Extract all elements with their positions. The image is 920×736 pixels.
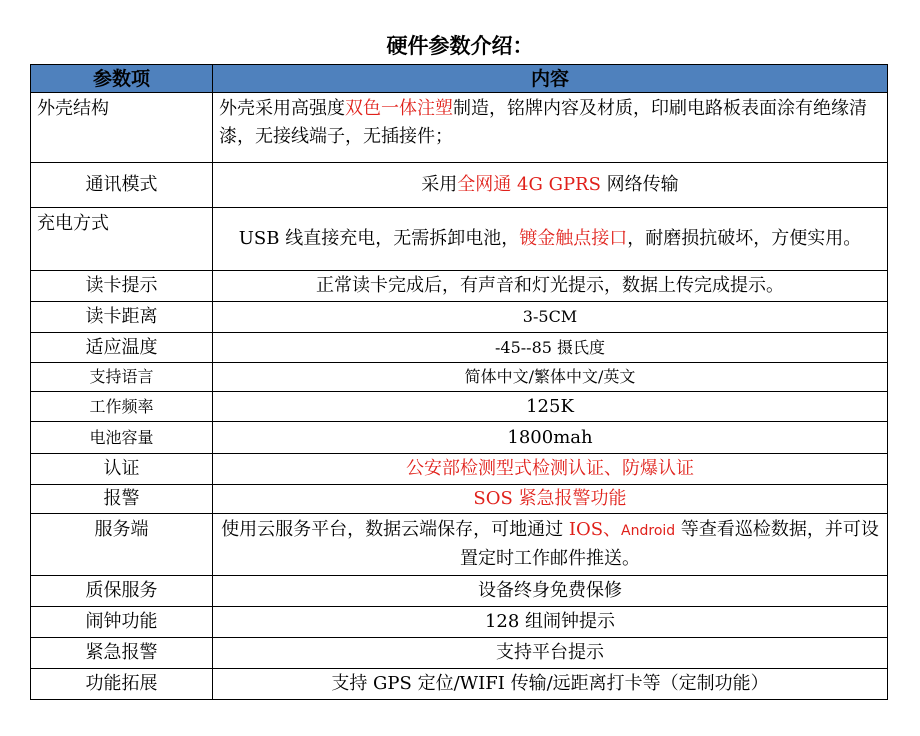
row-value-temperature: -45--85 摄氏度 [213,333,888,363]
table-row [31,163,888,208]
header-param: 参数项 [31,65,213,93]
row-key-temperature: 适应温度 [31,333,213,363]
table-row [31,514,888,576]
row-key-server: 服务端 [31,514,213,576]
row-key-alarm: 报警 [31,485,213,514]
table-row [31,93,888,163]
header-content: 内容 [213,65,888,93]
row-value-read-distance: 3-5CM [213,302,888,333]
highlight-text: 全网通 4G GPRS [457,174,601,195]
row-value-read-hint: 正常读卡完成后，有声音和灯光提示，数据上传完成提示。 [213,271,888,302]
table-row [31,576,888,607]
row-key-frequency: 工作频率 [31,392,213,422]
table-row [31,302,888,333]
table-row [31,485,888,514]
row-value-comm: 采用全网通 4G GPRS 网络传输 [213,163,888,208]
table-row [31,271,888,302]
row-value-certification: 公安部检测型式检测认证、防爆认证 [213,454,888,485]
highlight-text: Android [621,523,676,539]
table-row [31,363,888,392]
table-row [31,392,888,422]
row-key-extension: 功能拓展 [31,669,213,700]
hardware-spec-table [30,64,888,700]
row-value-battery: 1800mah [213,422,888,454]
row-key-battery: 电池容量 [31,422,213,454]
row-value-charge: USB 线直接充电，无需拆卸电池，镀金触点接口，耐磨损抗破坏，方便实用。 [213,208,888,271]
table-row [31,607,888,638]
row-key-charge: 充电方式 [31,208,213,271]
highlight-text: IOS、 [568,519,622,540]
row-value-language: 简体中文/繁体中文/英文 [213,363,888,392]
highlight-text: 双色一体注塑 [345,98,453,119]
row-value-extension: 支持 GPS 定位/WIFI 传输/远距离打卡等（定制功能） [213,669,888,700]
row-key-emergency: 紧急报警 [31,638,213,669]
row-key-comm: 通讯模式 [31,163,213,208]
table-row [31,454,888,485]
row-key-language: 支持语言 [31,363,213,392]
table-row [31,208,888,271]
page-title: 硬件参数介绍： [386,34,534,58]
table-row [31,669,888,700]
row-value-alarm: SOS 紧急报警功能 [213,485,888,514]
row-value-frequency: 125K [213,392,888,422]
row-key-alarm-clock: 闹钟功能 [31,607,213,638]
row-key-warranty: 质保服务 [31,576,213,607]
table-row [31,422,888,454]
highlight-text: 镀金触点接口 [519,228,628,249]
row-key-read-hint: 读卡提示 [31,271,213,302]
row-key-read-distance: 读卡距离 [31,302,213,333]
row-key-shell: 外壳结构 [31,93,213,163]
row-value-alarm-clock: 128 组闹钟提示 [213,607,888,638]
row-value-server: 使用云服务平台，数据云端保存，可地通过 IOS、Android 等查看巡检数据，并可设置定时工作邮件推送。 [213,514,888,576]
row-key-certification: 认证 [31,454,213,485]
table-header-row [31,65,888,93]
table-row [31,638,888,669]
row-value-warranty: 设备终身免费保修 [213,576,888,607]
row-value-shell: 外壳采用高强度双色一体注塑制造，铭牌内容及材质，印刷电路板表面涂有绝缘清漆，无接线端子，无插接件； [213,93,888,163]
row-value-emergency: 支持平台提示 [213,638,888,669]
table-row [31,333,888,363]
